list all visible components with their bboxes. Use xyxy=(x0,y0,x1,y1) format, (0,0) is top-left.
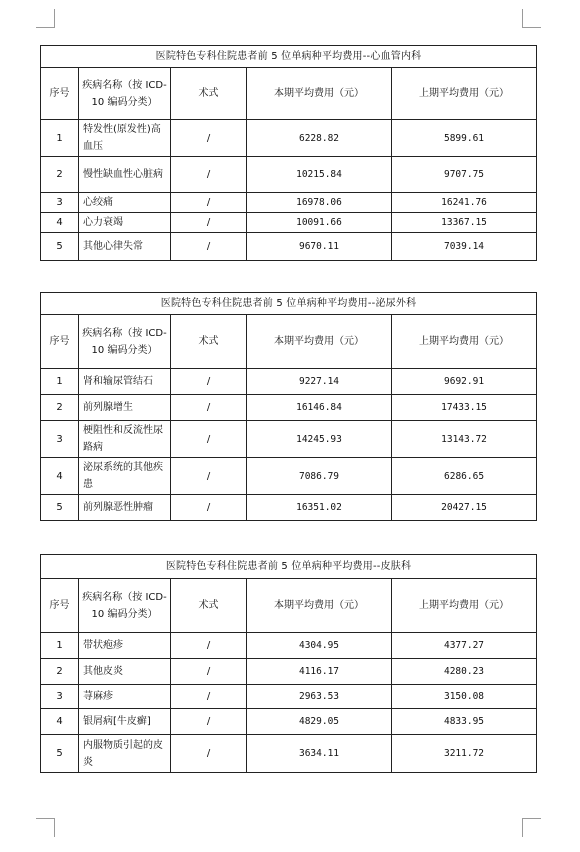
header-disease: 疾病名称（按 ICD-10 编码分类） xyxy=(79,315,171,369)
row-disease: 前列腺恶性肿瘤 xyxy=(79,495,171,521)
row-current-cost: 3634.11 xyxy=(247,735,392,773)
row-no: 2 xyxy=(41,659,79,685)
table-row xyxy=(41,633,537,659)
row-disease: 内服物质引起的皮炎 xyxy=(79,735,171,773)
row-procedure: / xyxy=(171,233,247,261)
table-row xyxy=(41,120,537,157)
row-previous-cost: 5899.61 xyxy=(392,120,537,157)
row-procedure: / xyxy=(171,120,247,157)
fee-table-urology xyxy=(40,292,537,521)
row-procedure: / xyxy=(171,395,247,421)
row-previous-cost: 3211.72 xyxy=(392,735,537,773)
header-procedure: 术式 xyxy=(171,315,247,369)
table-row xyxy=(41,659,537,685)
row-procedure: / xyxy=(171,495,247,521)
table-row xyxy=(41,233,537,261)
row-no: 4 xyxy=(41,458,79,495)
row-current-cost: 9227.14 xyxy=(247,369,392,395)
row-no: 4 xyxy=(41,709,79,735)
row-previous-cost: 4280.23 xyxy=(392,659,537,685)
table-row xyxy=(41,685,537,709)
row-no: 5 xyxy=(41,233,79,261)
table-row xyxy=(41,495,537,521)
row-current-cost: 6228.82 xyxy=(247,120,392,157)
header-current-cost: 本期平均费用（元） xyxy=(247,68,392,120)
row-procedure: / xyxy=(171,421,247,458)
header-disease: 疾病名称（按 ICD-10 编码分类） xyxy=(79,68,171,120)
row-procedure: / xyxy=(171,735,247,773)
row-disease: 慢性缺血性心脏病 xyxy=(79,157,171,193)
row-procedure: / xyxy=(171,709,247,735)
row-no: 3 xyxy=(41,193,79,213)
row-disease: 前列腺增生 xyxy=(79,395,171,421)
row-no: 1 xyxy=(41,633,79,659)
row-procedure: / xyxy=(171,458,247,495)
row-previous-cost: 4377.27 xyxy=(392,633,537,659)
header-procedure: 术式 xyxy=(171,68,247,120)
crop-mark-bottom-left xyxy=(36,818,55,837)
table-row xyxy=(41,193,537,213)
row-current-cost: 2963.53 xyxy=(247,685,392,709)
row-disease: 特发性(原发性)高血压 xyxy=(79,120,171,157)
header-current-cost: 本期平均费用（元） xyxy=(247,579,392,633)
row-procedure: / xyxy=(171,193,247,213)
row-disease: 带状疱疹 xyxy=(79,633,171,659)
row-no: 2 xyxy=(41,157,79,193)
header-no: 序号 xyxy=(41,315,79,369)
row-no: 4 xyxy=(41,213,79,233)
table-row xyxy=(41,395,537,421)
table-title: 医院特色专科住院患者前 5 位单病种平均费用--皮肤科 xyxy=(41,555,537,579)
header-no: 序号 xyxy=(41,68,79,120)
header-procedure: 术式 xyxy=(171,579,247,633)
header-previous-cost: 上期平均费用（元） xyxy=(392,315,537,369)
table-title: 医院特色专科住院患者前 5 位单病种平均费用--泌尿外科 xyxy=(41,293,537,315)
row-current-cost: 14245.93 xyxy=(247,421,392,458)
row-previous-cost: 9692.91 xyxy=(392,369,537,395)
header-no: 序号 xyxy=(41,579,79,633)
row-current-cost: 16978.06 xyxy=(247,193,392,213)
row-disease: 银屑病[牛皮癣] xyxy=(79,709,171,735)
row-previous-cost: 7039.14 xyxy=(392,233,537,261)
row-previous-cost: 4833.95 xyxy=(392,709,537,735)
row-no: 2 xyxy=(41,395,79,421)
table-row xyxy=(41,735,537,773)
row-no: 1 xyxy=(41,120,79,157)
header-disease: 疾病名称（按 ICD-10 编码分类） xyxy=(79,579,171,633)
row-disease: 其他心律失常 xyxy=(79,233,171,261)
row-disease: 肾和输尿管结石 xyxy=(79,369,171,395)
row-previous-cost: 16241.76 xyxy=(392,193,537,213)
row-previous-cost: 9707.75 xyxy=(392,157,537,193)
row-current-cost: 4304.95 xyxy=(247,633,392,659)
table-row xyxy=(41,213,537,233)
fee-table-cardiology xyxy=(40,45,537,261)
row-previous-cost: 17433.15 xyxy=(392,395,537,421)
row-no: 5 xyxy=(41,735,79,773)
row-current-cost: 10091.66 xyxy=(247,213,392,233)
row-procedure: / xyxy=(171,659,247,685)
row-no: 5 xyxy=(41,495,79,521)
row-previous-cost: 6286.65 xyxy=(392,458,537,495)
row-no: 3 xyxy=(41,685,79,709)
row-procedure: / xyxy=(171,157,247,193)
table-title: 医院特色专科住院患者前 5 位单病种平均费用--心血管内科 xyxy=(41,46,537,68)
row-current-cost: 16146.84 xyxy=(247,395,392,421)
table-row xyxy=(41,157,537,193)
header-previous-cost: 上期平均费用（元） xyxy=(392,579,537,633)
row-current-cost: 4829.05 xyxy=(247,709,392,735)
crop-mark-top-right xyxy=(522,9,541,28)
row-previous-cost: 20427.15 xyxy=(392,495,537,521)
row-procedure: / xyxy=(171,685,247,709)
row-procedure: / xyxy=(171,633,247,659)
header-current-cost: 本期平均费用（元） xyxy=(247,315,392,369)
crop-mark-bottom-right xyxy=(522,818,541,837)
row-current-cost: 7086.79 xyxy=(247,458,392,495)
row-disease: 荨麻疹 xyxy=(79,685,171,709)
row-no: 3 xyxy=(41,421,79,458)
row-disease: 梗阻性和反流性尿路病 xyxy=(79,421,171,458)
row-disease: 心力衰竭 xyxy=(79,213,171,233)
row-previous-cost: 13367.15 xyxy=(392,213,537,233)
header-previous-cost: 上期平均费用（元） xyxy=(392,68,537,120)
fee-table-dermatology xyxy=(40,554,537,773)
table-row xyxy=(41,421,537,458)
crop-mark-top-left xyxy=(36,9,55,28)
row-previous-cost: 3150.08 xyxy=(392,685,537,709)
row-previous-cost: 13143.72 xyxy=(392,421,537,458)
row-current-cost: 9670.11 xyxy=(247,233,392,261)
row-current-cost: 4116.17 xyxy=(247,659,392,685)
row-no: 1 xyxy=(41,369,79,395)
row-procedure: / xyxy=(171,213,247,233)
row-current-cost: 16351.02 xyxy=(247,495,392,521)
table-row xyxy=(41,709,537,735)
row-disease: 心绞痛 xyxy=(79,193,171,213)
row-disease: 泌尿系统的其他疾患 xyxy=(79,458,171,495)
row-procedure: / xyxy=(171,369,247,395)
row-current-cost: 10215.84 xyxy=(247,157,392,193)
table-row xyxy=(41,458,537,495)
table-row xyxy=(41,369,537,395)
row-disease: 其他皮炎 xyxy=(79,659,171,685)
